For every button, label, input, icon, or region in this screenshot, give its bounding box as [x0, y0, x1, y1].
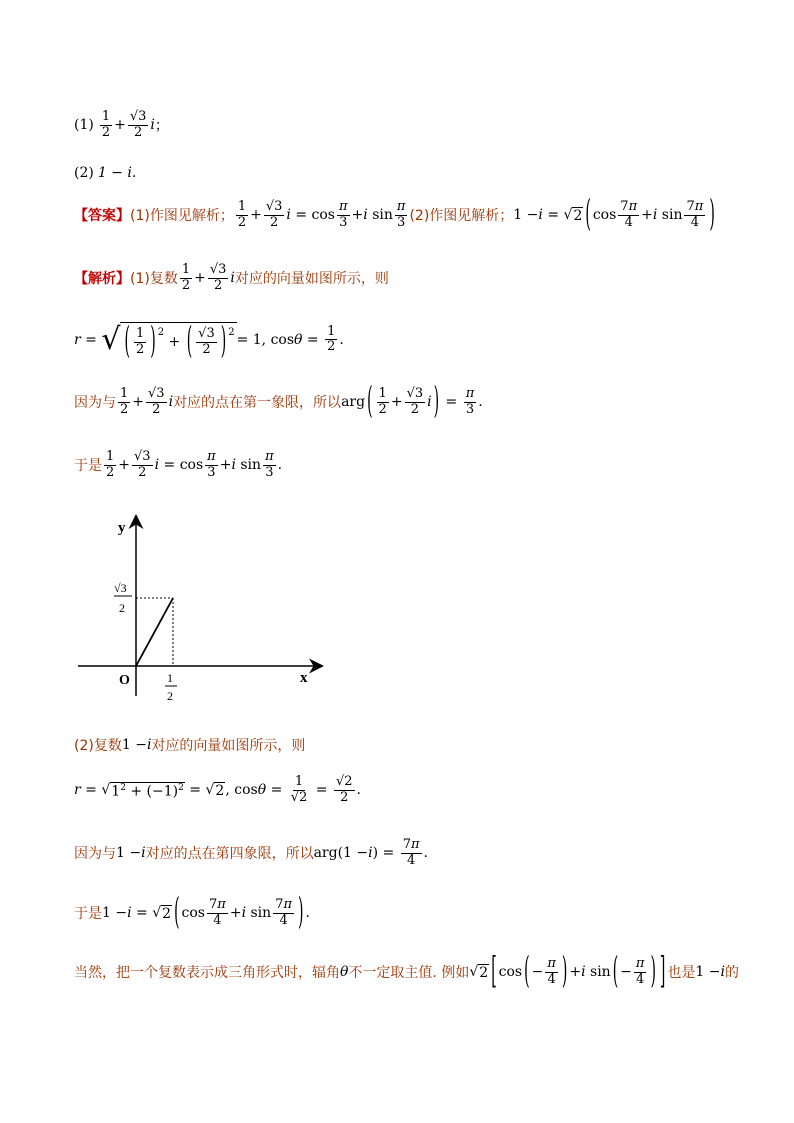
analysis-line-2: r = √ ( $\frac{1}{2}$ ) $^2$ + ( $\frac{√3}{2}$ ) $^2$ = 1, cos θ = $\frac{1}{2}$ . — [74, 321, 344, 364]
text: 对应的向量如图所示，则 — [151, 738, 306, 754]
fraction: $\frac{\pi}{3}$ — [339, 199, 348, 230]
y-tick-numerator: √3 — [114, 581, 127, 595]
x-tick-denominator: 2 — [167, 689, 173, 703]
answer-line: 【答案】 (1)作图见解析； $\frac{1}{2}$ + $\frac{√3}{2}$ i = cos $\frac{\pi}{3}$ + i sin $\frac{\pi}{3}$ (2)作图见解析； 1 − i = √ 2 ( cos $\frac{7\pi}{4}$ + i sin $\frac{7\pi}{4}$ ) — [74, 194, 715, 237]
fraction: $\frac{√3}{2}$ — [129, 109, 147, 140]
analysis-line-1: 【解析】 (1)复数 $\frac{1}{2}$ + $\frac{√3}{2}$ i 对应的向量如图所示，则 — [74, 262, 389, 293]
text: = 1, cos — [236, 331, 295, 348]
fraction: $\frac{1}{2}$ — [101, 109, 111, 140]
analysis-tag: 【解析】 — [74, 271, 130, 288]
fraction: $\frac{\pi}{3}$ — [396, 199, 406, 230]
vector — [136, 598, 173, 666]
text: 对应的向量如图所示，则 — [234, 271, 389, 288]
text: 对应的点在第一象限，所以 — [173, 395, 342, 412]
text: (2)复数 — [74, 738, 122, 754]
text: 因为与 — [74, 846, 116, 863]
fraction: $\frac{1}{2}$ — [237, 199, 247, 230]
text: (1)复数 — [130, 271, 178, 288]
fraction: $\frac{√3}{2}$ — [209, 262, 227, 293]
problem-part-1: (1) $\frac{1}{2}$ + $\frac{√3}{2}$ i ； — [74, 109, 169, 140]
text: 于是 — [74, 458, 102, 475]
text: 对应的点在第四象限，所以 — [145, 846, 314, 863]
fraction: $\frac{7\pi}{4}$ — [686, 199, 704, 230]
x-axis-label: x — [300, 670, 308, 686]
analysis-line-3: 因为与 $\frac{1}{2}$ + $\frac{√3}{2}$ i 对应的点在第一象限，所以 arg ( $\frac{1}{2}$ + $\frac{√3}{2}$ i ) = $\frac{\pi}{3}$ . — [74, 381, 483, 424]
text: 于是 — [74, 906, 102, 923]
text: 的 — [724, 965, 739, 982]
punctuation: . — [131, 165, 137, 181]
fraction: $\frac{1}{2}$ — [327, 323, 336, 355]
answer-tag: 【答案】 — [74, 208, 130, 225]
analysis-line-8: 于是 1 − i = √ 2 ( cos $\frac{7\pi}{4}$ + i sin $\frac{7\pi}{4}$ ) . — [74, 892, 310, 935]
part-label: (2) — [74, 165, 94, 181]
analysis-line-7: 因为与 1 − i 对应的点在第四象限，所以 arg(1 − i ) = $\frac{7\pi}{4}$ . — [74, 837, 428, 868]
answer-part-2: (2)作图见解析； — [409, 208, 514, 225]
y-axis-label: y — [118, 520, 126, 536]
text: 当然，把一个复数表示成三角形式时，辐角 — [74, 965, 340, 982]
text: 不一定取主值. 例如 — [348, 965, 470, 982]
answer-part-1: (1)作图见解析； — [130, 208, 234, 225]
origin-label: O — [119, 673, 130, 688]
analysis-line-5: (2)复数 1 − i 对应的向量如图所示，则 — [74, 737, 306, 754]
analysis-line-4: 于是 $\frac{1}{2}$ + $\frac{√3}{2}$ i = cos $\frac{\pi}{3}$ + i sin $\frac{\pi}{3}$ . — [74, 449, 283, 480]
vector-figure — [74, 512, 334, 712]
analysis-line-9: 当然，把一个复数表示成三角形式时，辐角 θ 不一定取主值. 例如 √ 2 [ cos ( − $\frac{\pi}{4}$ ) + i sin ( − $\frac{\pi}{4}$ ) ] 也是 1 − i 的 — [74, 951, 739, 994]
sqrt: √ 2 — [563, 206, 583, 224]
fraction: $\frac{1}{2}$ — [181, 262, 191, 293]
problem-part-2 — [74, 165, 136, 181]
punctuation: ； — [154, 118, 169, 135]
part-label: (1) — [74, 117, 94, 134]
y-tick-denominator: 2 — [119, 601, 125, 615]
text: 因为与 — [74, 395, 116, 412]
text: 也是 — [667, 965, 696, 982]
fraction: $\frac{√3}{2}$ — [265, 199, 283, 230]
analysis-line-6: r = √ $1^2 + (-1)^2$ = √ 2 , cos θ = $\frac{1}{√2}$ = $\frac{√2}{2}$ . — [74, 774, 361, 805]
x-tick-numerator: 1 — [167, 671, 173, 685]
fraction: $\frac{7\pi}{4}$ — [620, 199, 638, 230]
expression: 1 − i — [97, 165, 132, 181]
